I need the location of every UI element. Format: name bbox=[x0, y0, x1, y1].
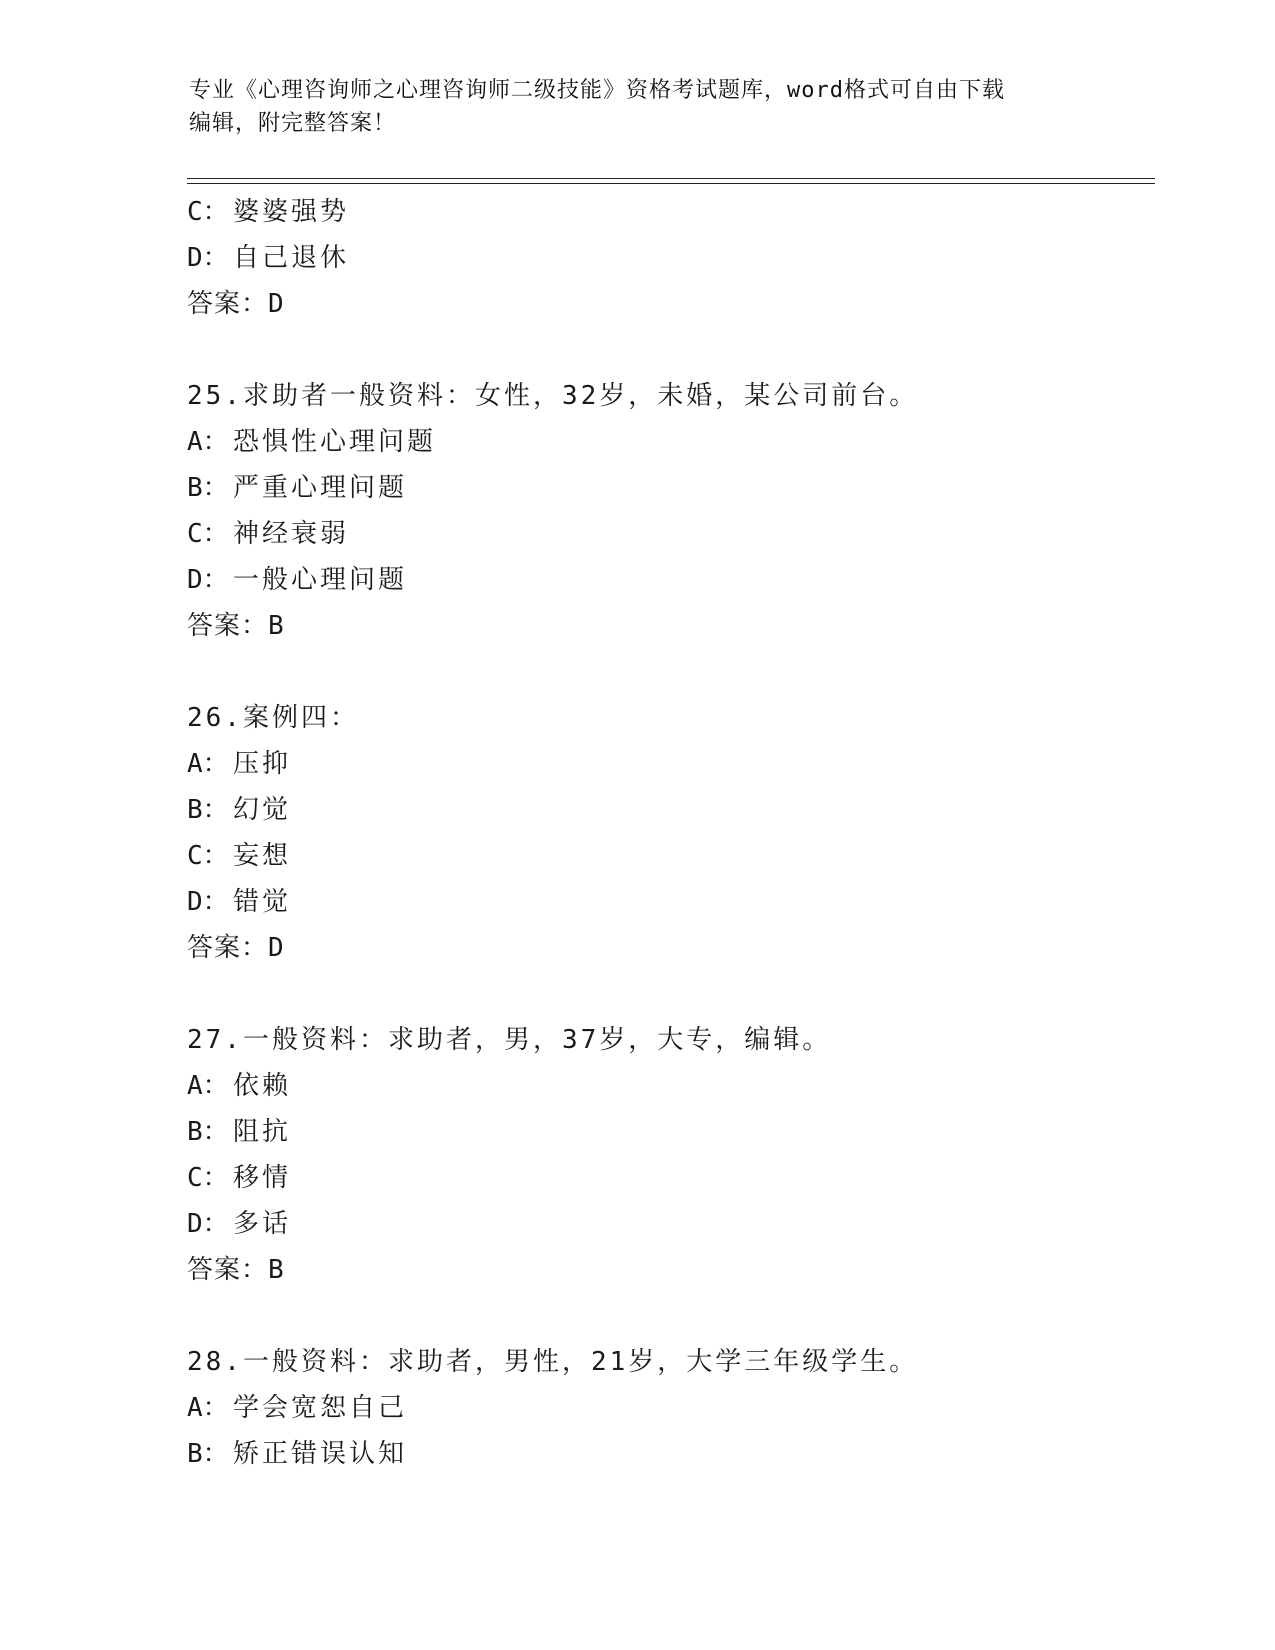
question-25 bbox=[187, 373, 1147, 649]
question-27 bbox=[187, 1017, 1147, 1293]
question-stem: 27.一般资料：求助者，男，37岁，大专，编辑。 bbox=[187, 1025, 832, 1055]
option-text: 一般心理问题 bbox=[233, 565, 408, 595]
question-24-tail bbox=[187, 189, 1147, 327]
header-divider bbox=[187, 178, 1155, 184]
option-text: 多话 bbox=[233, 1209, 292, 1239]
question-stem: 26.案例四： bbox=[187, 703, 359, 733]
option-key: C： bbox=[187, 197, 229, 227]
option-d bbox=[187, 879, 1147, 925]
option-c bbox=[187, 1155, 1147, 1201]
option-key: D： bbox=[187, 1209, 229, 1239]
option-key: B： bbox=[187, 1439, 229, 1469]
option-d bbox=[187, 1201, 1147, 1247]
option-key: C： bbox=[187, 1163, 229, 1193]
option-key: D： bbox=[187, 565, 229, 595]
option-text: 错觉 bbox=[233, 887, 292, 917]
answer-line: 答案：D bbox=[187, 289, 285, 319]
option-key: C： bbox=[187, 841, 229, 871]
header-line-1: 专业《心理咨询师之心理咨询师二级技能》资格考试题库，word格式可自由下载 bbox=[189, 78, 1005, 103]
option-key: C： bbox=[187, 519, 229, 549]
spacer bbox=[187, 649, 1147, 695]
option-a bbox=[187, 419, 1147, 465]
option-b bbox=[187, 465, 1147, 511]
option-text: 幻觉 bbox=[233, 795, 292, 825]
option-text: 移情 bbox=[233, 1163, 292, 1193]
option-d bbox=[187, 557, 1147, 603]
question-list bbox=[187, 189, 1147, 1477]
option-text: 压抑 bbox=[233, 749, 292, 779]
answer-line: 答案：B bbox=[187, 1255, 285, 1285]
option-b bbox=[187, 787, 1147, 833]
option-b bbox=[187, 1109, 1147, 1155]
option-c bbox=[187, 511, 1147, 557]
option-text: 婆婆强势 bbox=[233, 197, 350, 227]
option-text: 恐惧性心理问题 bbox=[233, 427, 437, 457]
answer-line: 答案：D bbox=[187, 933, 285, 963]
question-stem: 28.一般资料：求助者，男性，21岁，大学三年级学生。 bbox=[187, 1347, 919, 1377]
option-text: 阻抗 bbox=[233, 1117, 292, 1147]
answer-line: 答案：B bbox=[187, 611, 285, 641]
option-b bbox=[187, 1431, 1147, 1477]
document-header bbox=[189, 74, 1089, 140]
option-key: B： bbox=[187, 795, 229, 825]
option-text: 矫正错误认知 bbox=[233, 1439, 408, 1469]
option-key: A： bbox=[187, 1393, 229, 1423]
spacer bbox=[187, 1293, 1147, 1339]
option-key: A： bbox=[187, 749, 229, 779]
option-key: B： bbox=[187, 473, 229, 503]
option-text: 严重心理问题 bbox=[233, 473, 408, 503]
option-c bbox=[187, 189, 1147, 235]
spacer bbox=[187, 971, 1147, 1017]
option-key: B： bbox=[187, 1117, 229, 1147]
option-a bbox=[187, 741, 1147, 787]
option-text: 神经衰弱 bbox=[233, 519, 350, 549]
option-key: D： bbox=[187, 887, 229, 917]
option-text: 自己退休 bbox=[233, 243, 350, 273]
option-text: 依赖 bbox=[233, 1071, 292, 1101]
spacer bbox=[187, 327, 1147, 373]
option-a bbox=[187, 1063, 1147, 1109]
question-stem: 25.求助者一般资料：女性，32岁，未婚，某公司前台。 bbox=[187, 381, 919, 411]
question-28 bbox=[187, 1339, 1147, 1477]
option-key: D： bbox=[187, 243, 229, 273]
option-key: A： bbox=[187, 1071, 229, 1101]
question-26 bbox=[187, 695, 1147, 971]
header-line-2: 编辑，附完整答案！ bbox=[189, 111, 397, 136]
option-c bbox=[187, 833, 1147, 879]
option-text: 妄想 bbox=[233, 841, 292, 871]
option-text: 学会宽恕自己 bbox=[233, 1393, 408, 1423]
option-a bbox=[187, 1385, 1147, 1431]
option-key: A： bbox=[187, 427, 229, 457]
option-d bbox=[187, 235, 1147, 281]
